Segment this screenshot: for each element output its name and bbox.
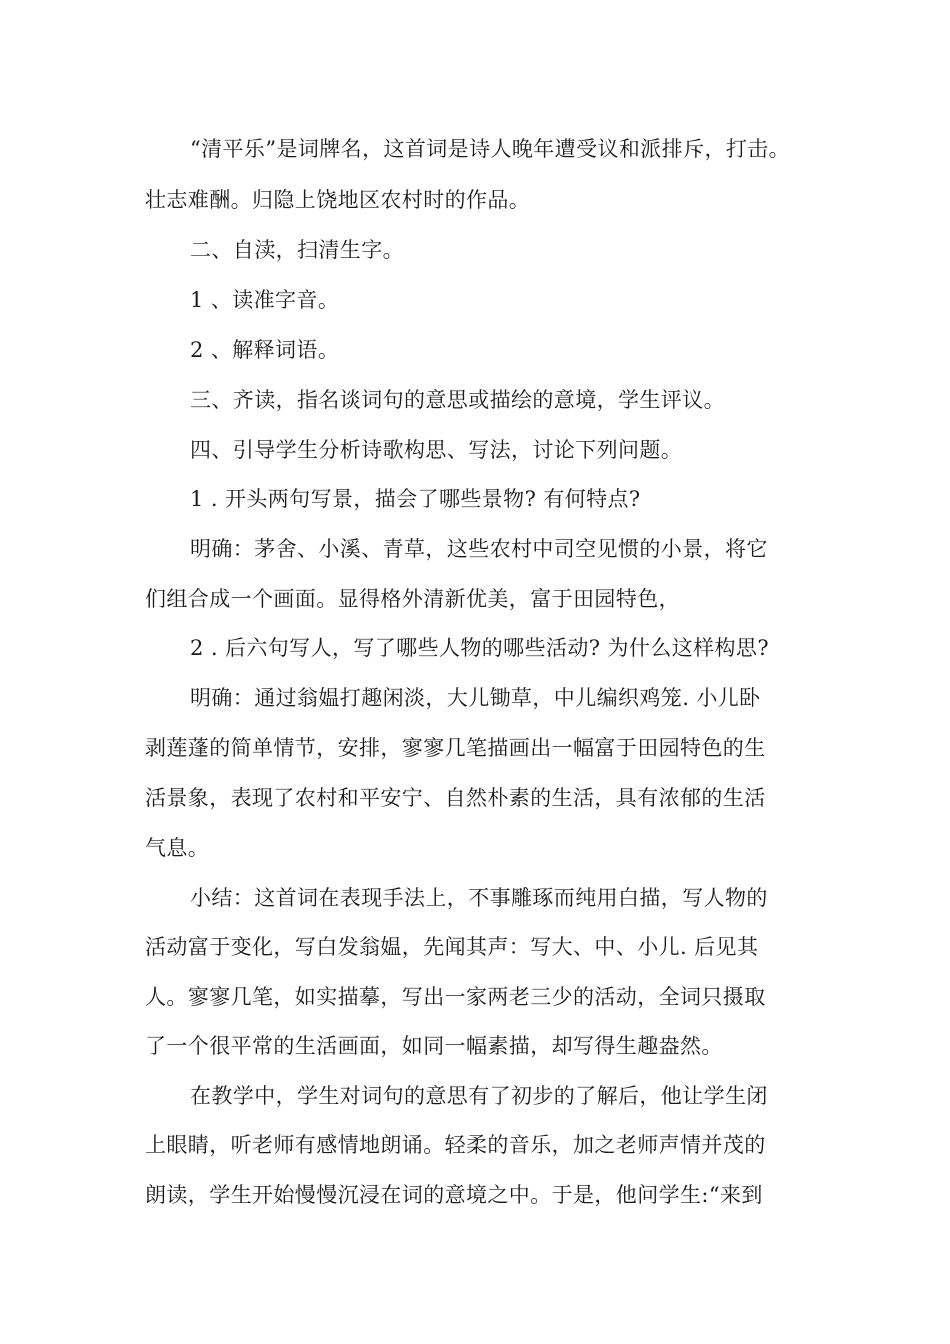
paragraph-line: 壮志难酬。归隐上饶地区农村时的作品。	[145, 188, 531, 212]
paragraph-line: 们组合成一个画面。显得格外清新优美，富于田园特色，	[145, 587, 680, 611]
paragraph-line: 了一个很平常的生活画面，如同一幅素描，却写得生趣盎然。	[145, 1034, 723, 1058]
paragraph-line: 二、自渎，扫清生字。	[190, 238, 404, 262]
paragraph-line: 明确：通过翁媪打趣闲淡，大儿锄草，中儿编织鸡笼. 小儿卧	[190, 686, 761, 710]
paragraph-line: 三、齐读，指名谈词句的意思或描绘的意境，学生评议。	[190, 388, 725, 412]
paragraph-line: 活动富于变化，写白发翁媪，先闻其声：写大、中、小儿. 后见其	[145, 935, 759, 959]
paragraph-line: 明确：茅舍、小溪、青草，这些农村中司空见惯的小景，将它	[190, 537, 768, 561]
paragraph-line: 2 . 后六句写人，写了哪些人物的哪些活动? 为什么这样构思?	[190, 636, 769, 660]
paragraph-line: 上眼睛，听老师有感情地朗诵。轻柔的音乐，加之老师声情并茂的	[145, 1133, 766, 1157]
paragraph-line: 1 . 开头两句写景，描会了哪些景物? 有何特点?	[190, 487, 641, 511]
paragraph-line: “清平乐”是词牌名，这首词是诗人晚年遭受议和派排斥，打击。	[190, 137, 791, 161]
paragraph-line: 剥莲蓬的简单情节，安排，寥寥几笔描画出一幅富于田园特色的生	[145, 736, 766, 760]
paragraph-line: 1 、读准字音。	[190, 288, 340, 312]
paragraph-line: 四、引导学生分析诗歌构思、写法，讨论下列问题。	[190, 438, 683, 462]
paragraph-line: 活景象，表现了农村和平安宁、自然朴素的生活，具有浓郁的生活	[145, 786, 766, 810]
paragraph-line: 气息。	[145, 836, 210, 860]
paragraph-line: 人。寥寥几笔，如实描摹，写出一家两老三少的活动，全词只摄取	[145, 985, 766, 1009]
paragraph-line: 在教学中，学生对词句的意思有了初步的了解后，他让学生闭	[190, 1084, 768, 1108]
paragraph-line: 朗读，学生开始慢慢沉浸在词的意境之中。于是，他问学生:“来到	[145, 1183, 763, 1207]
paragraph-line: 小结：这首词在表现手法上，不事雕琢而纯用白描，写人物的	[190, 886, 768, 910]
paragraph-line: 2 、解释词语。	[190, 338, 340, 362]
